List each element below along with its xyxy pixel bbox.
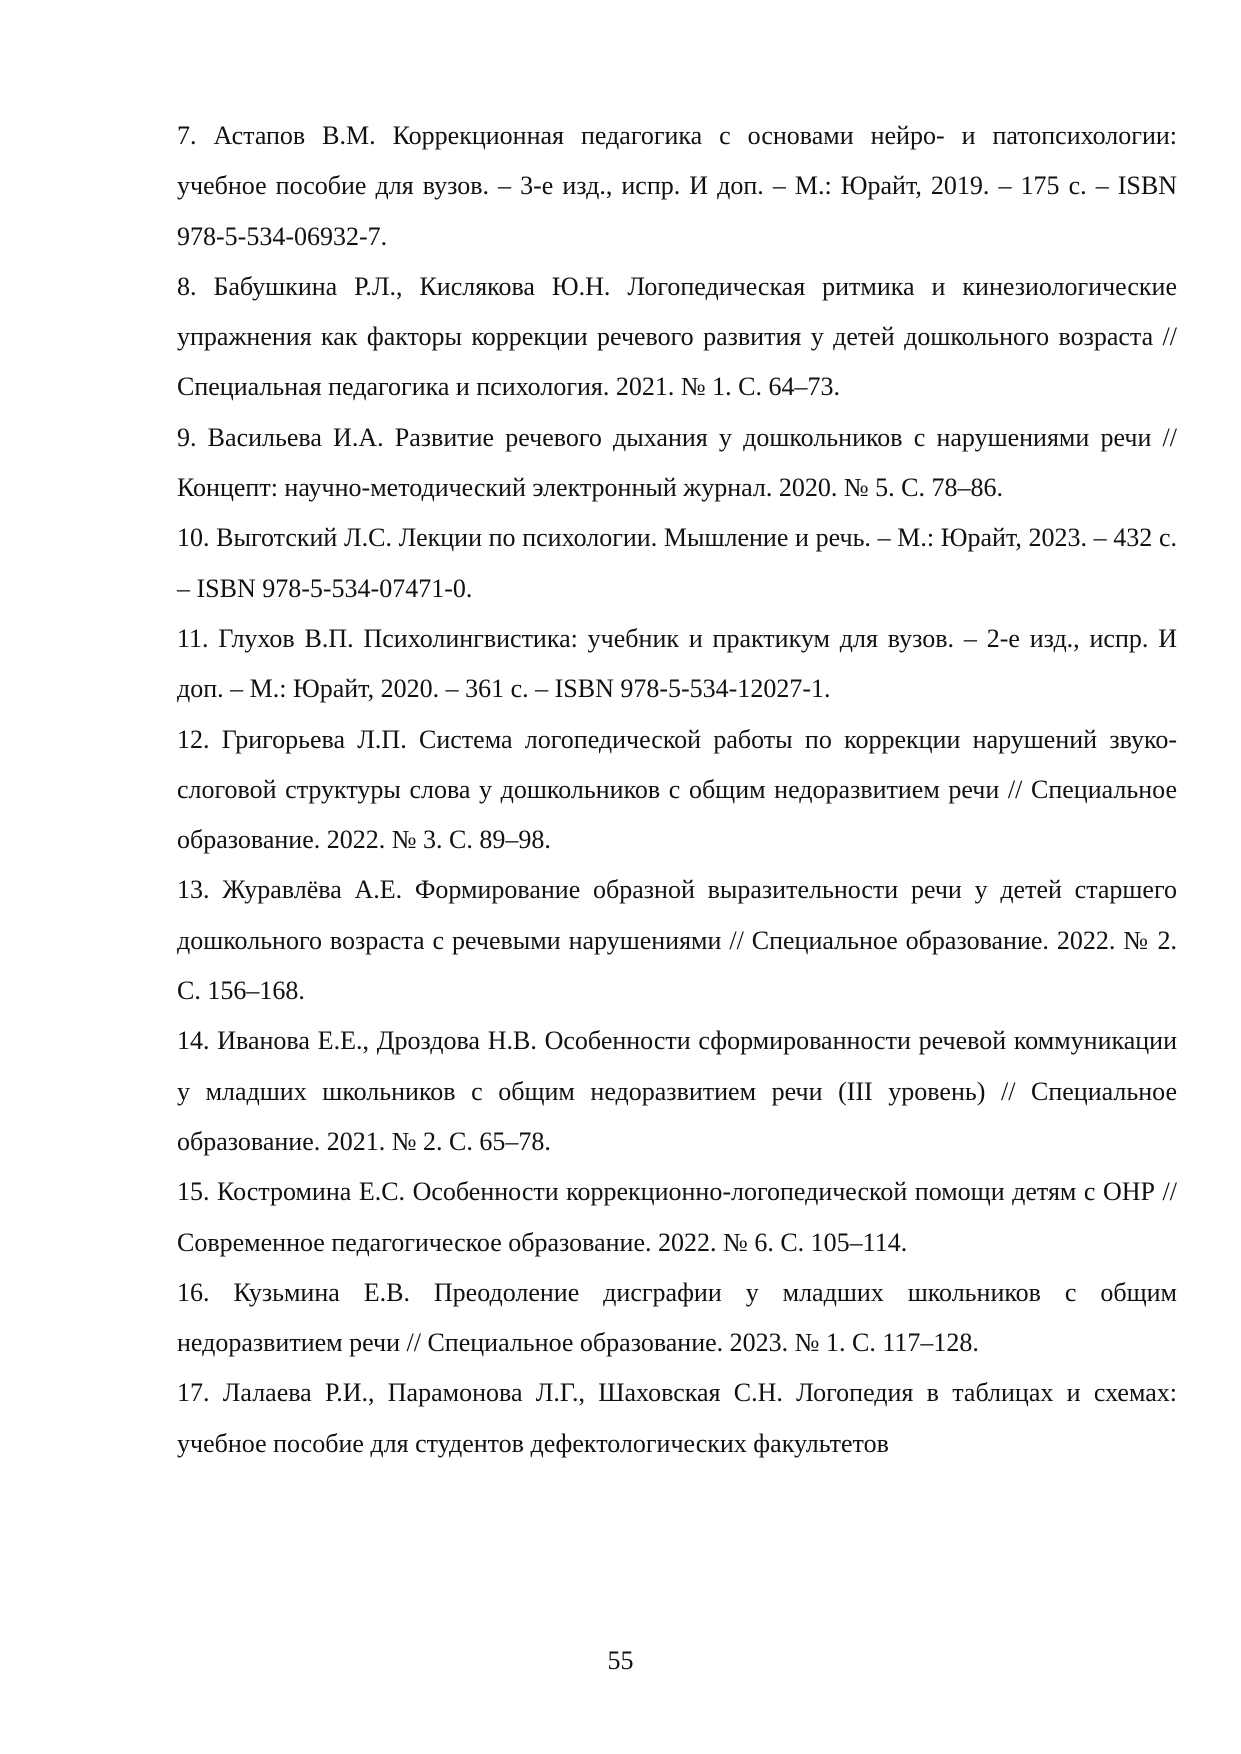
reference-item: 12. Григорьева Л.П. Система логопедической работы по коррекции нарушений звуко-слоговой структуры слова у дошкольников с общим недоразвитием речи // Специальное образование. 2022. № 3. С. 89–98. <box>177 724 1177 855</box>
reference-item: 9. Васильева И.А. Развитие речевого дыхания у дошкольников с нарушениями речи // Концепт: научно-методический электронный журнал. 2020. № 5. С. 78–86. <box>177 422 1177 503</box>
reference-item: 14. Иванова Е.Е., Дроздова Н.В. Особенности сформированности речевой коммуникации у младших школьников с общим недоразвитием речи (III уровень) // Специальное образование. 2021. № 2. С. 65–78. <box>177 1026 1177 1156</box>
reference-item: 11. Глухов В.П. Психолингвистика: учебник и практикум для вузов. – 2-е изд., испр. И доп. – М.: Юрайт, 2020. – 361 с. – ISBN 978-5-534-12027-1. <box>177 623 1177 704</box>
reference-item: 16. Кузьмина Е.В. Преодоление дисграфии у младших школьников с общим недоразвитием речи // Специальное образование. 2023. № 1. С. 117–128. <box>177 1277 1177 1358</box>
reference-item: 17. Лалаева Р.И., Парамонова Л.Г., Шаховская С.Н. Логопедия в таблицах и схемах: учебное пособие для студентов дефектологических факультетов <box>177 1378 1177 1458</box>
reference-item: 15. Костромина Е.С. Особенности коррекционно-логопедической помощи детям с ОНР // Современное педагогическое образование. 2022. № 6. С. 105–114. <box>177 1177 1177 1257</box>
page-number: 55 <box>607 1646 634 1675</box>
reference-item: 10. Выготский Л.С. Лекции по психологии. Мышление и речь. – М.: Юрайт, 2023. – 432 с. – ISBN 978-5-534-07471-0. <box>177 523 1177 603</box>
reference-item: 13. Журавлёва А.Е. Формирование образной выразительности речи у детей старшего дошкольного возраста с речевыми нарушениями // Специальное образование. 2022. № 2. С. 156–168. <box>177 875 1177 1006</box>
reference-item: 7. Астапов В.М. Коррекционная педагогика с основами нейро- и патопсихологии: учебное пособие для вузов. – 3-е изд., испр. И доп. – М.: Юрайт, 2019. – 175 с. – ISBN 978-5-534-06932-7. <box>177 121 1177 251</box>
reference-list <box>177 111 1177 1469</box>
reference-item: 8. Бабушкина Р.Л., Кислякова Ю.Н. Логопедическая ритмика и кинезиологические упражнения как факторы коррекции речевого развития у детей дошкольного возраста // Специальная педагогика и психология. 2021. № 1. С. 64–73. <box>177 271 1177 402</box>
